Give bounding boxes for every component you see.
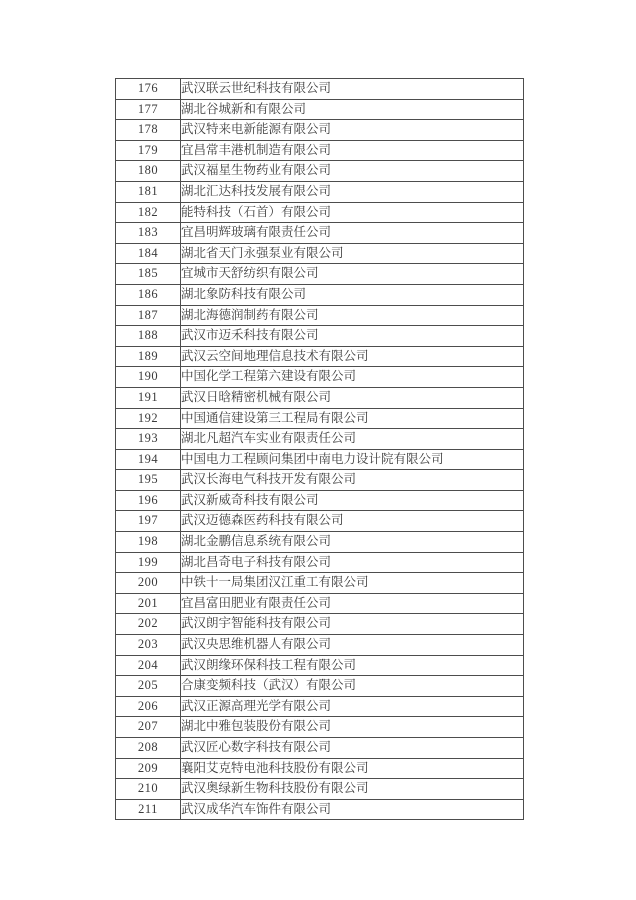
company-name-cell: 武汉奥绿新生物科技股份有限公司 (181, 779, 524, 800)
row-number-cell: 209 (116, 758, 181, 779)
row-number-cell: 183 (116, 223, 181, 244)
row-number-cell: 208 (116, 738, 181, 759)
company-name-cell: 湖北昌奇电子科技有限公司 (181, 552, 524, 573)
row-number-cell: 199 (116, 552, 181, 573)
row-number-cell: 177 (116, 99, 181, 120)
company-name-cell: 武汉朗宇智能科技有限公司 (181, 614, 524, 635)
table-row (116, 779, 524, 800)
company-table-body (116, 79, 524, 820)
company-name-cell: 武汉央思维机器人有限公司 (181, 635, 524, 656)
row-number-cell: 195 (116, 470, 181, 491)
company-name-cell: 湖北象防科技有限公司 (181, 284, 524, 305)
row-number-cell: 197 (116, 511, 181, 532)
table-row (116, 79, 524, 100)
company-name-cell: 武汉长海电气科技开发有限公司 (181, 470, 524, 491)
table-row (116, 799, 524, 820)
table-row (116, 532, 524, 553)
company-name-cell: 武汉福星生物药业有限公司 (181, 161, 524, 182)
company-name-cell: 湖北中雅包装股份有限公司 (181, 717, 524, 738)
row-number-cell: 189 (116, 346, 181, 367)
table-row (116, 161, 524, 182)
row-number-cell: 206 (116, 696, 181, 717)
table-row (116, 387, 524, 408)
row-number-cell: 200 (116, 573, 181, 594)
table-row (116, 264, 524, 285)
table-row (116, 120, 524, 141)
row-number-cell: 198 (116, 532, 181, 553)
company-name-cell: 武汉迈德森医药科技有限公司 (181, 511, 524, 532)
row-number-cell: 205 (116, 676, 181, 697)
table-row (116, 573, 524, 594)
company-name-cell: 武汉成华汽车饰件有限公司 (181, 799, 524, 820)
row-number-cell: 186 (116, 284, 181, 305)
table-row (116, 243, 524, 264)
company-name-cell: 襄阳艾克特电池科技股份有限公司 (181, 758, 524, 779)
table-row (116, 326, 524, 347)
row-number-cell: 179 (116, 140, 181, 161)
row-number-cell: 187 (116, 305, 181, 326)
row-number-cell: 180 (116, 161, 181, 182)
company-name-cell: 武汉正源高理光学有限公司 (181, 696, 524, 717)
company-name-cell: 武汉特来电新能源有限公司 (181, 120, 524, 141)
company-name-cell: 宜昌富田肥业有限责任公司 (181, 593, 524, 614)
table-row (116, 676, 524, 697)
row-number-cell: 202 (116, 614, 181, 635)
table-row (116, 490, 524, 511)
company-name-cell: 宜昌常丰港机制造有限公司 (181, 140, 524, 161)
company-name-cell: 湖北凡超汽车实业有限责任公司 (181, 429, 524, 450)
company-name-cell: 武汉联云世纪科技有限公司 (181, 79, 524, 100)
company-name-cell: 中国通信建设第三工程局有限公司 (181, 408, 524, 429)
row-number-cell: 188 (116, 326, 181, 347)
company-name-cell: 宜城市天舒纺织有限公司 (181, 264, 524, 285)
company-name-cell: 武汉云空间地理信息技术有限公司 (181, 346, 524, 367)
table-row (116, 696, 524, 717)
table-row (116, 470, 524, 491)
row-number-cell: 196 (116, 490, 181, 511)
row-number-cell: 207 (116, 717, 181, 738)
company-name-cell: 武汉新威奇科技有限公司 (181, 490, 524, 511)
row-number-cell: 210 (116, 779, 181, 800)
company-list-table (115, 78, 524, 820)
table-row (116, 223, 524, 244)
row-number-cell: 176 (116, 79, 181, 100)
row-number-cell: 204 (116, 655, 181, 676)
table-row (116, 346, 524, 367)
company-name-cell: 湖北海德润制药有限公司 (181, 305, 524, 326)
company-name-cell: 武汉朗缘环保科技工程有限公司 (181, 655, 524, 676)
table-row (116, 758, 524, 779)
table-row (116, 552, 524, 573)
table-row (116, 367, 524, 388)
table-row (116, 408, 524, 429)
table-row (116, 284, 524, 305)
company-name-cell: 中铁十一局集团汉江重工有限公司 (181, 573, 524, 594)
company-name-cell: 能特科技（石首）有限公司 (181, 202, 524, 223)
table-row (116, 449, 524, 470)
table-row (116, 717, 524, 738)
table-row (116, 305, 524, 326)
row-number-cell: 182 (116, 202, 181, 223)
table-row (116, 635, 524, 656)
company-name-cell: 湖北谷城新和有限公司 (181, 99, 524, 120)
row-number-cell: 191 (116, 387, 181, 408)
company-name-cell: 合康变频科技（武汉）有限公司 (181, 676, 524, 697)
row-number-cell: 185 (116, 264, 181, 285)
table-row (116, 655, 524, 676)
company-name-cell: 中国化学工程第六建设有限公司 (181, 367, 524, 388)
row-number-cell: 190 (116, 367, 181, 388)
company-name-cell: 湖北汇达科技发展有限公司 (181, 181, 524, 202)
row-number-cell: 203 (116, 635, 181, 656)
table-row (116, 99, 524, 120)
company-name-cell: 湖北金鹏信息系统有限公司 (181, 532, 524, 553)
table-row (116, 140, 524, 161)
company-name-cell: 武汉市迈禾科技有限公司 (181, 326, 524, 347)
row-number-cell: 193 (116, 429, 181, 450)
table-row (116, 593, 524, 614)
company-name-cell: 宜昌明辉玻璃有限责任公司 (181, 223, 524, 244)
row-number-cell: 192 (116, 408, 181, 429)
table-row (116, 181, 524, 202)
row-number-cell: 211 (116, 799, 181, 820)
table-row (116, 511, 524, 532)
company-name-cell: 湖北省天门永强泵业有限公司 (181, 243, 524, 264)
table-row (116, 202, 524, 223)
row-number-cell: 194 (116, 449, 181, 470)
table-row (116, 429, 524, 450)
company-name-cell: 武汉匠心数字科技有限公司 (181, 738, 524, 759)
row-number-cell: 181 (116, 181, 181, 202)
row-number-cell: 184 (116, 243, 181, 264)
table-row (116, 614, 524, 635)
row-number-cell: 201 (116, 593, 181, 614)
company-name-cell: 武汉日晗精密机械有限公司 (181, 387, 524, 408)
company-name-cell: 中国电力工程顾问集团中南电力设计院有限公司 (181, 449, 524, 470)
table-row (116, 738, 524, 759)
row-number-cell: 178 (116, 120, 181, 141)
